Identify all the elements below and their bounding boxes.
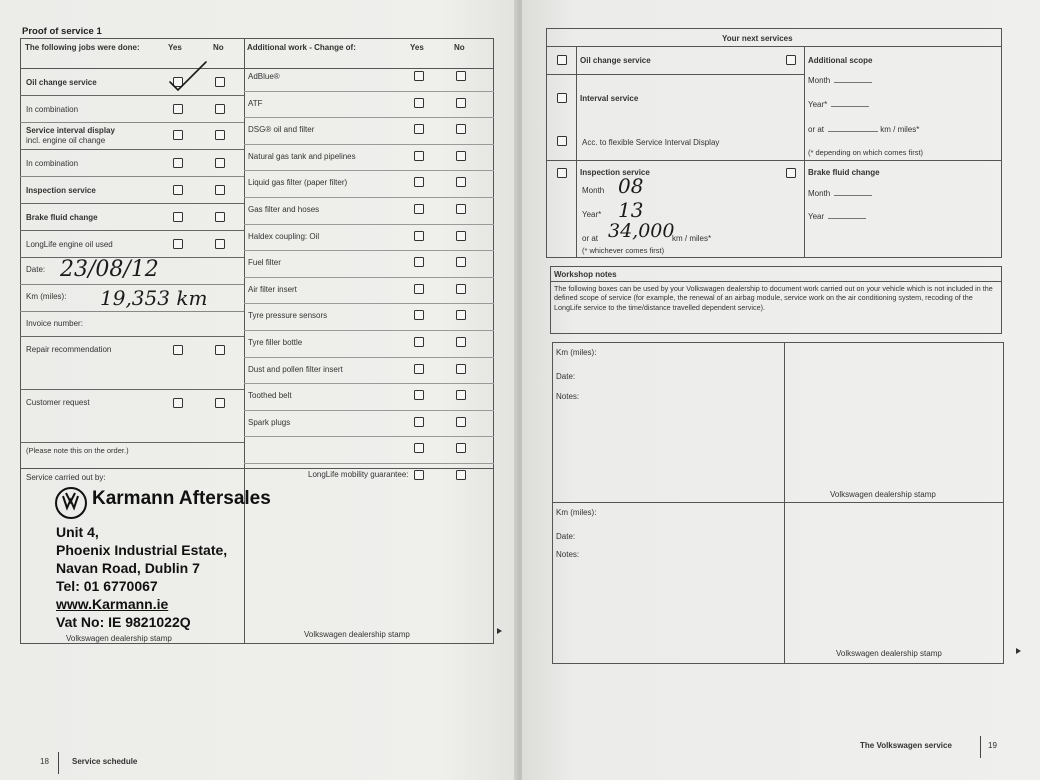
notes-date-label: Date: <box>556 372 576 381</box>
additional-yes-checkbox[interactable] <box>414 470 424 480</box>
additional-work-label: Gas filter and hoses <box>248 205 320 214</box>
brake-month-field <box>808 189 872 198</box>
flexible-checkbox[interactable] <box>557 136 567 146</box>
service-by-label: Service carried out by: <box>26 473 106 482</box>
row-divider <box>244 197 494 198</box>
additional-no-checkbox[interactable] <box>456 204 466 214</box>
flexible-label: Acc. to flexible Service Interval Display <box>582 138 720 147</box>
additional-yes-checkbox[interactable] <box>414 417 424 427</box>
customer-no-checkbox[interactable] <box>215 398 225 408</box>
invoice-label: Invoice number: <box>26 319 83 328</box>
additional-yes-checkbox[interactable] <box>414 364 424 374</box>
additional-yes-checkbox[interactable] <box>414 204 424 214</box>
notes-grid-frame <box>552 342 1004 664</box>
inspection-month-value: 08 <box>618 174 644 198</box>
workshop-notes-text: The following boxes can be used by your Volkswagen dealership to document work carried out on your vehicle which is not included in the defined scope of service (for example, the renewal of an airbag module, service work on the air conditioning system, recoding of the LongLife service to the time/distance travelled dependent service). <box>554 284 993 312</box>
job-label: LongLife engine oil used <box>26 240 113 249</box>
job-label: In combination <box>26 159 79 168</box>
stamp-label-top: Volkswagen dealership stamp <box>830 490 936 499</box>
job-label: In combination <box>26 105 79 114</box>
inspection-year-value: 13 <box>618 198 644 222</box>
job-yes-checkbox[interactable] <box>173 104 183 114</box>
row-divider <box>244 410 494 411</box>
additional-no-checkbox[interactable] <box>456 284 466 294</box>
note-label: (Please note this on the order.) <box>26 446 129 455</box>
dealer-phone: Tel: 01 6770067 <box>56 578 158 594</box>
repair-label: Repair recommendation <box>26 345 112 354</box>
notes-grid-vertical <box>784 342 785 664</box>
row-divider <box>20 442 244 443</box>
row-divider <box>244 91 494 92</box>
job-no-checkbox[interactable] <box>215 212 225 222</box>
notes-grid-horizontal <box>552 502 1004 503</box>
additional-work-label: Air filter insert <box>248 284 297 294</box>
oil-change-checkbox[interactable] <box>557 55 567 65</box>
brake-fluid-label: Brake fluid change <box>808 168 880 177</box>
handwritten-checkmark-icon <box>166 58 212 96</box>
job-label: Brake fluid change <box>26 213 98 222</box>
dealer-name: Karmann Aftersales <box>92 488 271 509</box>
row-divider <box>20 176 244 177</box>
date-label: Date: <box>26 265 46 274</box>
job-yes-checkbox[interactable] <box>173 185 183 195</box>
oil-change-label: Oil change service <box>580 56 651 65</box>
additional-work-label: AdBlue® <box>248 72 280 81</box>
inspection-or-at: or at <box>582 234 599 243</box>
row-divider <box>20 149 244 150</box>
left-page <box>0 0 518 780</box>
row-divider <box>20 336 244 337</box>
interval-label: Interval service <box>580 94 639 103</box>
additional-work-label: Dust and pollen filter insert <box>248 364 343 374</box>
additional-scope-label: Additional scope <box>808 56 873 65</box>
additional-no-checkbox[interactable] <box>456 470 466 480</box>
additional-no-checkbox[interactable] <box>456 124 466 134</box>
customer-yes-checkbox[interactable] <box>173 398 183 408</box>
year-text: Year* <box>808 100 828 109</box>
inspection-km-value: 34,000 <box>608 220 675 242</box>
stamp-section-divider <box>20 468 494 469</box>
additional-no-checkbox[interactable] <box>456 364 466 374</box>
additional-no-checkbox[interactable] <box>456 417 466 427</box>
job-yes-checkbox[interactable] <box>173 130 183 140</box>
additional-no-checkbox[interactable] <box>456 337 466 347</box>
or-at-field <box>808 125 919 134</box>
month-text: Month <box>808 76 831 85</box>
row-divider <box>244 463 494 464</box>
jobs-done-header: The following jobs were done: <box>25 43 140 52</box>
whichever-note: (* whichever comes first) <box>582 246 665 255</box>
header-divider <box>546 46 1002 47</box>
checkbox-column-divider <box>576 46 577 258</box>
additional-work-label: Liquid gas filter (paper filter) <box>248 178 348 188</box>
workshop-title-divider <box>550 281 1002 282</box>
dealer-address <box>56 523 227 631</box>
footer-divider <box>980 736 981 758</box>
depending-note: (* depending on which comes first) <box>808 148 924 157</box>
additional-yes-checkbox[interactable] <box>414 98 424 108</box>
notes-notes-label: Notes: <box>556 392 580 401</box>
job-no-checkbox[interactable] <box>215 239 225 249</box>
row-divider <box>20 389 244 390</box>
year-label <box>808 100 869 109</box>
repair-yes-checkbox[interactable] <box>173 345 183 355</box>
job-no-checkbox[interactable] <box>215 185 225 195</box>
additional-yes-checkbox[interactable] <box>414 310 424 320</box>
job-sublabel: incl. engine oil change <box>26 136 106 145</box>
additional-yes-checkbox[interactable] <box>414 71 424 81</box>
footer-page-number: 18 <box>40 757 49 766</box>
notes-notes-label-2: Notes: <box>556 550 580 559</box>
inspection-year-label: Year* <box>582 210 602 219</box>
dealer-address-line: Navan Road, Dublin 7 <box>56 560 200 576</box>
additional-work-label: ATF <box>248 98 263 108</box>
inspection-label: Inspection service <box>580 168 650 177</box>
job-no-checkbox[interactable] <box>215 158 225 168</box>
additional-yes-checkbox[interactable] <box>414 257 424 267</box>
additional-yes-checkbox[interactable] <box>414 124 424 134</box>
row-divider <box>244 224 494 225</box>
row-divider <box>546 160 1002 161</box>
date-value: 23/08/12 <box>60 257 159 282</box>
brake-month-text: Month <box>808 189 831 198</box>
additional-no-checkbox[interactable] <box>456 257 466 267</box>
stamp-label-right: Volkswagen dealership stamp <box>304 630 410 639</box>
interval-checkbox[interactable] <box>557 93 567 103</box>
header-divider <box>20 68 494 69</box>
job-no-checkbox[interactable] <box>215 104 225 114</box>
brake-year-field <box>808 212 866 221</box>
additional-work-label: Tyre filler bottle <box>248 338 303 347</box>
row-divider <box>244 357 494 358</box>
additional-work-label: Tyre pressure sensors <box>248 311 328 321</box>
row-divider <box>244 436 494 437</box>
job-no-checkbox[interactable] <box>215 130 225 140</box>
row-divider <box>20 122 244 123</box>
job-no-checkbox[interactable] <box>215 77 225 87</box>
vw-logo-icon <box>55 487 87 519</box>
inspection-month-label: Month <box>582 186 605 195</box>
workshop-notes-title: Workshop notes <box>554 270 617 279</box>
row-divider <box>244 330 494 331</box>
notes-date-label-2: Date: <box>556 532 576 541</box>
inspection-km-unit: km / miles* <box>672 234 712 243</box>
additional-no-checkbox[interactable] <box>456 231 466 241</box>
stamp-label-bottom: Volkswagen dealership stamp <box>836 649 942 658</box>
job-yes-checkbox[interactable] <box>173 158 183 168</box>
column-divider <box>244 38 245 644</box>
next-services-title: Your next services <box>722 34 793 43</box>
dealer-address-line: Phoenix Industrial Estate, <box>56 542 228 558</box>
footer-title: The Volkswagen service <box>860 741 952 750</box>
job-label: Inspection service <box>26 186 96 195</box>
additional-work-label: Natural gas tank and pipelines <box>248 151 356 161</box>
customer-request-label: Customer request <box>26 398 90 407</box>
no-header: No <box>213 43 224 52</box>
additional-no-checkbox[interactable] <box>456 177 466 187</box>
row-divider <box>20 284 244 285</box>
job-label: Oil change service <box>26 78 97 87</box>
additional-yes-checkbox[interactable] <box>414 231 424 241</box>
additional-no-checkbox[interactable] <box>456 151 466 161</box>
km-value: 19,353 km <box>100 286 208 310</box>
row-divider <box>244 170 494 171</box>
proof-of-service-title: Proof of service 1 <box>22 26 102 37</box>
brake-year-text: Year <box>808 212 825 221</box>
arrow-right-icon <box>1016 648 1021 654</box>
additional-no-checkbox[interactable] <box>456 390 466 400</box>
dealer-website: www.Karmann.ie <box>56 596 169 612</box>
additional-no-checkbox[interactable] <box>456 71 466 81</box>
yes-header: Yes <box>168 43 182 52</box>
km-miles-text: km / miles* <box>880 125 920 134</box>
notes-km-label-2: Km (miles): <box>556 508 597 517</box>
row-divider <box>244 303 494 304</box>
additional-no-checkbox[interactable] <box>456 443 466 453</box>
additional-work-label: Haldex coupling: Oil <box>248 231 320 241</box>
additional-yes-checkbox[interactable] <box>414 443 424 453</box>
dealer-address-line: Unit 4, <box>56 524 99 540</box>
dealer-vat: Vat No: IE 9821022Q <box>56 614 191 630</box>
additional-yes-checkbox[interactable] <box>414 151 424 161</box>
additional-yes-checkbox[interactable] <box>414 337 424 347</box>
job-yes-checkbox[interactable] <box>173 212 183 222</box>
row-divider <box>20 203 244 204</box>
row-divider <box>546 74 804 75</box>
footer-title: Service schedule <box>72 757 138 766</box>
row-divider <box>20 230 244 231</box>
checkbox-column-divider <box>804 46 805 258</box>
additional-work-header: Additional work - Change of: <box>247 43 356 52</box>
additional-work-label: Toothed belt <box>248 391 292 401</box>
additional-yes-checkbox[interactable] <box>414 284 424 294</box>
footer-page-number: 19 <box>988 741 997 750</box>
or-at-text: or at <box>808 125 825 134</box>
row-divider <box>244 117 494 118</box>
row-divider <box>244 144 494 145</box>
additional-no-checkbox[interactable] <box>456 98 466 108</box>
arrow-right-icon <box>497 628 502 634</box>
km-label: Km (miles): <box>26 292 67 301</box>
inspection-checkbox[interactable] <box>557 168 567 178</box>
stamp-label-left: Volkswagen dealership stamp <box>66 634 172 643</box>
row-divider <box>20 311 244 312</box>
footer-divider <box>58 752 59 774</box>
row-divider <box>244 383 494 384</box>
job-label: Service interval display <box>26 126 115 135</box>
additional-yes-checkbox[interactable] <box>414 177 424 187</box>
additional-yes-checkbox[interactable] <box>414 390 424 400</box>
additional-work-label: Fuel filter <box>248 258 281 268</box>
row-divider <box>244 250 494 251</box>
additional-no-checkbox[interactable] <box>456 310 466 320</box>
repair-no-checkbox[interactable] <box>215 345 225 355</box>
mobility-guarantee-label: LongLife mobility guarantee: <box>308 470 409 479</box>
additional-work-label: Spark plugs <box>248 417 291 427</box>
no-header-2: No <box>454 43 465 52</box>
additional-work-label: DSG® oil and filter <box>248 125 315 135</box>
yes-header-2: Yes <box>410 43 424 52</box>
job-yes-checkbox[interactable] <box>173 239 183 249</box>
brake-fluid-checkbox[interactable] <box>786 168 796 178</box>
month-label <box>808 76 872 85</box>
row-divider <box>244 277 494 278</box>
right-page <box>522 0 1040 780</box>
notes-km-label: Km (miles): <box>556 348 597 357</box>
additional-scope-checkbox[interactable] <box>786 55 796 65</box>
